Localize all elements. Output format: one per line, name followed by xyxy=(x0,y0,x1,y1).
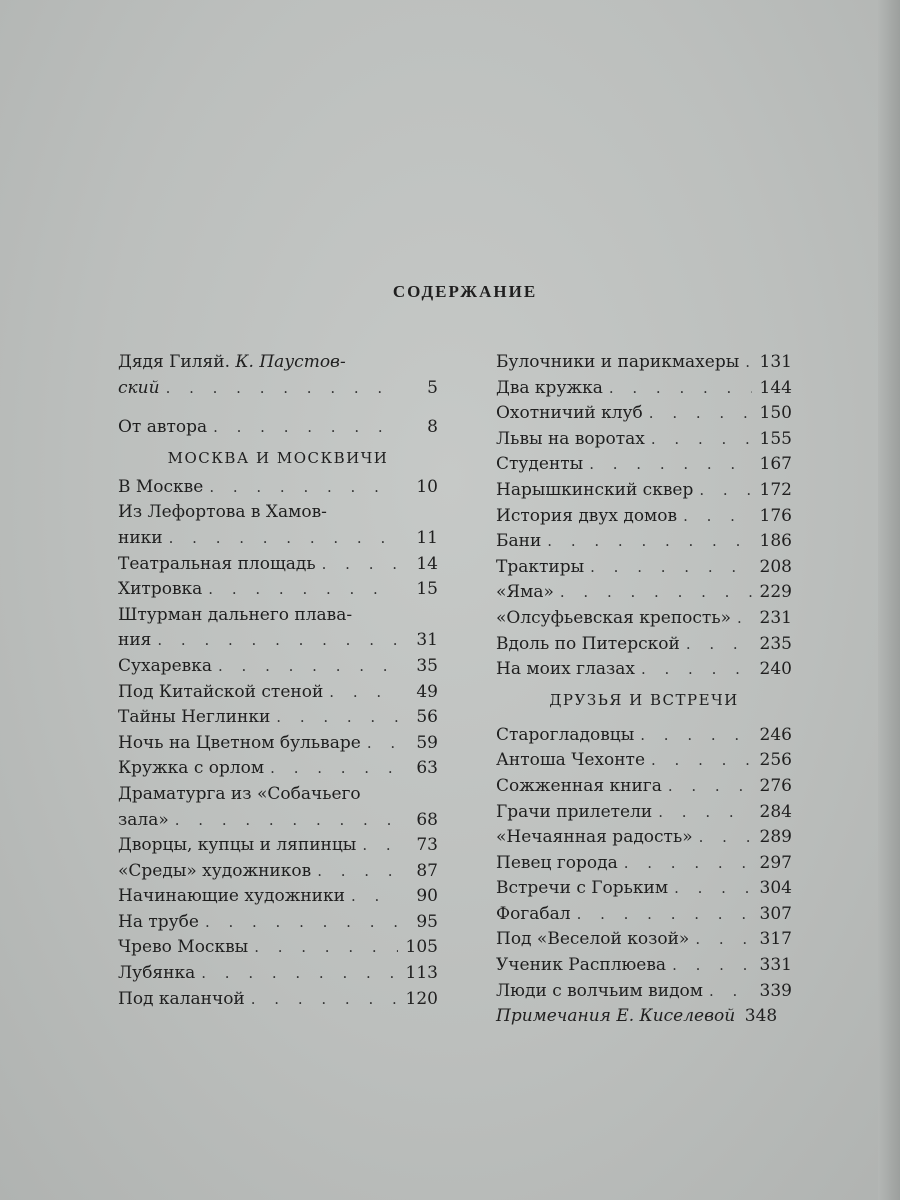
toc-entry-page: 120 xyxy=(405,988,438,1009)
toc-entry xyxy=(118,415,438,441)
toc-entry xyxy=(496,580,792,606)
dot-leader xyxy=(166,376,398,402)
page-edge xyxy=(878,0,900,1200)
toc-entry xyxy=(118,526,438,552)
toc-entry-title: Фогабал xyxy=(496,903,571,924)
toc-entry-page: 90 xyxy=(416,886,438,907)
dot-leader xyxy=(270,756,398,782)
toc-entry-page: 68 xyxy=(416,809,438,830)
dot-leader xyxy=(668,774,752,800)
toc-entry-title: ния xyxy=(118,630,152,651)
toc-entry xyxy=(496,851,792,877)
toc-entry-page: 297 xyxy=(759,852,792,873)
toc-entry-title: Чрево Москвы xyxy=(118,937,249,958)
toc-entry-page: 10 xyxy=(416,476,438,497)
toc-entry-title: Булочники и парикмахеры xyxy=(496,352,740,372)
toc-entry-page: 186 xyxy=(759,531,792,552)
toc-entry-page: 339 xyxy=(759,980,792,1001)
toc-entry-page: 155 xyxy=(759,428,792,449)
section-heading: ДРУЗЬЯ И ВСТРЕЧИ xyxy=(549,690,739,709)
dot-leader xyxy=(683,504,752,530)
toc-entry xyxy=(496,376,792,402)
toc-entry-title: Охотничий клуб xyxy=(496,403,643,424)
toc-entry-page: 240 xyxy=(759,659,792,680)
dot-leader xyxy=(651,427,752,453)
toc-entry-title: Два кружка xyxy=(496,377,603,398)
dot-leader xyxy=(577,902,752,928)
toc-entry xyxy=(496,401,792,427)
toc-entry-page: 11 xyxy=(416,527,438,548)
dot-leader xyxy=(208,577,398,603)
toc-entry-line1: Штурман дальнего плава- xyxy=(118,604,353,625)
toc-entry-title: «Нечаянная радость» xyxy=(496,827,693,848)
toc-entry-line1: Из Лефортова в Хамов- xyxy=(118,502,327,523)
toc-entry xyxy=(118,756,438,782)
page-title: СОДЕРЖАНИЕ xyxy=(392,282,538,301)
toc-entry-line1: Драматурга из «Собачьего xyxy=(118,783,361,804)
toc-intro-author: К. Паустов- xyxy=(235,352,346,372)
dot-leader xyxy=(317,859,398,885)
toc-entry-title: Старогладовцы xyxy=(496,724,635,745)
toc-entry xyxy=(496,478,792,504)
toc-entry-title: История двух домов xyxy=(496,505,678,526)
toc-entry-title: На трубе xyxy=(118,911,199,932)
toc-entry-title: Примечания Е. Киселевой xyxy=(496,1006,736,1027)
dot-leader xyxy=(699,478,752,504)
toc-entry-page: 105 xyxy=(405,937,438,958)
toc-entry-title: Люди с волчьим видом xyxy=(496,980,703,1001)
dot-leader xyxy=(590,555,752,581)
toc-entry-title: Хитровка xyxy=(118,579,203,600)
dot-leader xyxy=(175,808,398,834)
toc-entry-title: «Среды» художников xyxy=(118,860,312,881)
toc-entry-title: Лубянка xyxy=(118,963,196,984)
toc-entry xyxy=(118,680,438,706)
toc-entry-page: 176 xyxy=(759,505,792,526)
toc-entry-page: 35 xyxy=(416,655,438,676)
toc-entry-page: 304 xyxy=(759,878,792,899)
toc-entry-title: Львы на воротах xyxy=(496,428,645,449)
toc-entry xyxy=(496,504,792,530)
toc-entry-page: 348 xyxy=(744,1006,778,1027)
toc-entry xyxy=(496,452,792,478)
toc-entry-title: Грачи прилетели xyxy=(496,801,653,822)
dot-leader xyxy=(674,876,752,902)
toc-entry xyxy=(496,1004,792,1030)
toc-entry xyxy=(118,859,438,885)
dot-leader xyxy=(169,526,398,552)
toc-entry xyxy=(118,884,438,910)
toc-entry-title: Бани xyxy=(496,531,542,552)
toc-entry-title: Дворцы, купцы и ляпинцы xyxy=(118,835,357,856)
toc-entry-page: 56 xyxy=(416,707,438,728)
toc-entry-title: Певец города xyxy=(496,852,618,873)
toc-entry-page: 8 xyxy=(427,417,438,438)
toc-entry-page: 276 xyxy=(759,775,792,796)
dot-leader xyxy=(367,731,398,757)
toc-entry xyxy=(118,376,438,402)
toc-entry xyxy=(496,657,792,683)
toc-entry xyxy=(118,833,438,859)
toc-entry-page: 49 xyxy=(416,681,438,702)
toc-entry-title: Ночь на Цветном бульваре xyxy=(118,732,361,753)
toc-entry xyxy=(496,606,792,632)
toc-entry-title: «Яма» xyxy=(496,582,554,603)
dot-leader xyxy=(737,606,752,632)
dot-leader xyxy=(640,723,752,749)
toc-entry-page: 246 xyxy=(759,724,792,745)
toc-entry-title: В Москве xyxy=(118,476,204,497)
dot-leader xyxy=(218,654,398,680)
toc-entry xyxy=(496,632,792,658)
dot-leader xyxy=(672,953,752,979)
toc-entry-title: «Олсуфьевская крепость» xyxy=(496,607,731,628)
toc-entry-title: Театральная площадь xyxy=(118,553,316,574)
toc-entry xyxy=(496,350,792,376)
toc-entry-title: Встречи с Горьким xyxy=(496,878,669,899)
toc-entry-title: Под Китайской стеной xyxy=(118,681,324,702)
toc-entry xyxy=(118,910,438,936)
toc-entry-title: От автора xyxy=(118,417,208,438)
toc-entry xyxy=(496,723,792,749)
toc-entry-page: 5 xyxy=(427,377,438,398)
toc-entry-page: 284 xyxy=(759,801,792,822)
toc-entry xyxy=(118,731,438,757)
toc-entry-title: Нарышкинский сквер xyxy=(496,479,694,500)
toc-entry-title: На моих глазах xyxy=(496,659,635,680)
toc-entry xyxy=(118,577,438,603)
toc-entry-page: 144 xyxy=(759,377,792,398)
toc-entry-page: 73 xyxy=(416,835,438,856)
toc-entry-page: 307 xyxy=(759,903,792,924)
toc-entry-title: Трактиры xyxy=(496,556,585,577)
toc-entry-page: 14 xyxy=(416,553,438,574)
toc-entry-page: 59 xyxy=(416,732,438,753)
toc-left-column xyxy=(118,350,438,1012)
toc-right-column xyxy=(496,350,792,1030)
dot-leader xyxy=(201,961,398,987)
toc-entry xyxy=(118,628,438,654)
toc-entry xyxy=(496,427,792,453)
dot-leader xyxy=(322,552,398,578)
dot-leader xyxy=(686,632,752,658)
toc-entry-title: Сожженная книга xyxy=(496,775,662,796)
dot-leader xyxy=(213,415,398,441)
toc-entry-title: Сухаревка xyxy=(118,655,213,676)
toc-entry xyxy=(118,705,438,731)
dot-leader xyxy=(276,705,398,731)
dot-leader xyxy=(157,628,398,654)
toc-entry xyxy=(496,774,792,800)
section-heading: МОСКВА И МОСКВИЧИ xyxy=(167,448,389,467)
dot-leader xyxy=(745,350,752,376)
dot-leader xyxy=(651,748,752,774)
dot-leader xyxy=(624,851,752,877)
toc-entry-page: 229 xyxy=(759,582,792,603)
toc-entry xyxy=(118,961,438,987)
toc-entry xyxy=(496,902,792,928)
toc-entry-title: Под «Веселой козой» xyxy=(496,929,690,950)
toc-entry xyxy=(118,987,438,1013)
dot-leader xyxy=(362,833,398,859)
toc-entry-page: 331 xyxy=(759,955,792,976)
dot-leader xyxy=(329,680,398,706)
toc-entry-title: Кружка с орлом xyxy=(118,758,265,779)
dot-leader xyxy=(560,580,752,606)
toc-entry-title: ники xyxy=(118,527,163,548)
dot-leader xyxy=(254,935,398,961)
toc-entry-page: 256 xyxy=(759,750,792,771)
toc-entry-title: Тайны Неглинки xyxy=(118,707,271,728)
dot-leader xyxy=(547,529,752,555)
toc-entry-page: 113 xyxy=(405,963,438,984)
toc-intro-line1 xyxy=(118,350,438,376)
toc-entry xyxy=(496,953,792,979)
toc-entry-title: Антоша Чехонте xyxy=(496,750,646,771)
toc-entry-page: 167 xyxy=(759,454,792,475)
dot-leader xyxy=(251,987,398,1013)
toc-entry xyxy=(118,654,438,680)
toc-entry-page: 208 xyxy=(759,556,792,577)
toc-entry xyxy=(496,748,792,774)
dot-leader xyxy=(699,825,752,851)
toc-entry-page: 317 xyxy=(759,929,792,950)
dot-leader xyxy=(641,657,752,683)
toc-entry-title: Под каланчой xyxy=(118,988,245,1009)
toc-entry-page: 87 xyxy=(416,860,438,881)
toc-entry-page: 95 xyxy=(416,911,438,932)
toc-entry-page: 231 xyxy=(759,607,792,628)
dot-leader xyxy=(695,927,752,953)
dot-leader xyxy=(609,376,752,402)
dot-leader xyxy=(658,800,752,826)
toc-entry xyxy=(496,529,792,555)
toc-entry-page: 131 xyxy=(759,352,792,372)
toc-entry xyxy=(496,876,792,902)
toc-entry xyxy=(118,552,438,578)
toc-entry xyxy=(496,927,792,953)
toc-entry-page: 31 xyxy=(416,630,438,651)
toc-entry xyxy=(496,825,792,851)
dot-leader xyxy=(351,884,398,910)
toc-entry-title: ский xyxy=(118,377,160,398)
dot-leader xyxy=(209,475,398,501)
toc-entry-page: 63 xyxy=(416,758,438,779)
toc-entry-title: зала» xyxy=(118,809,169,830)
toc-intro-title: Дядя Гиляй. xyxy=(118,352,236,372)
toc-entry xyxy=(118,808,438,834)
toc-entry xyxy=(118,935,438,961)
toc-entry xyxy=(496,800,792,826)
toc-entry-page: 289 xyxy=(759,827,792,848)
dot-leader xyxy=(709,979,752,1005)
toc-entry-title: Вдоль по Питерской xyxy=(496,633,680,654)
toc-entry xyxy=(118,475,438,501)
toc-entry-title: Начинающие художники xyxy=(118,886,345,907)
toc-entry-page: 235 xyxy=(759,633,792,654)
dot-leader xyxy=(589,452,752,478)
toc-entry xyxy=(496,555,792,581)
toc-entry-title: Студенты xyxy=(496,454,584,475)
toc-entry-page: 15 xyxy=(416,579,438,600)
toc-entry-page: 172 xyxy=(759,479,792,500)
toc-entry-title: Ученик Расплюева xyxy=(496,955,667,976)
dot-leader xyxy=(205,910,398,936)
toc-entry-page: 150 xyxy=(759,403,792,424)
dot-leader xyxy=(649,401,752,427)
toc-entry xyxy=(496,979,792,1005)
